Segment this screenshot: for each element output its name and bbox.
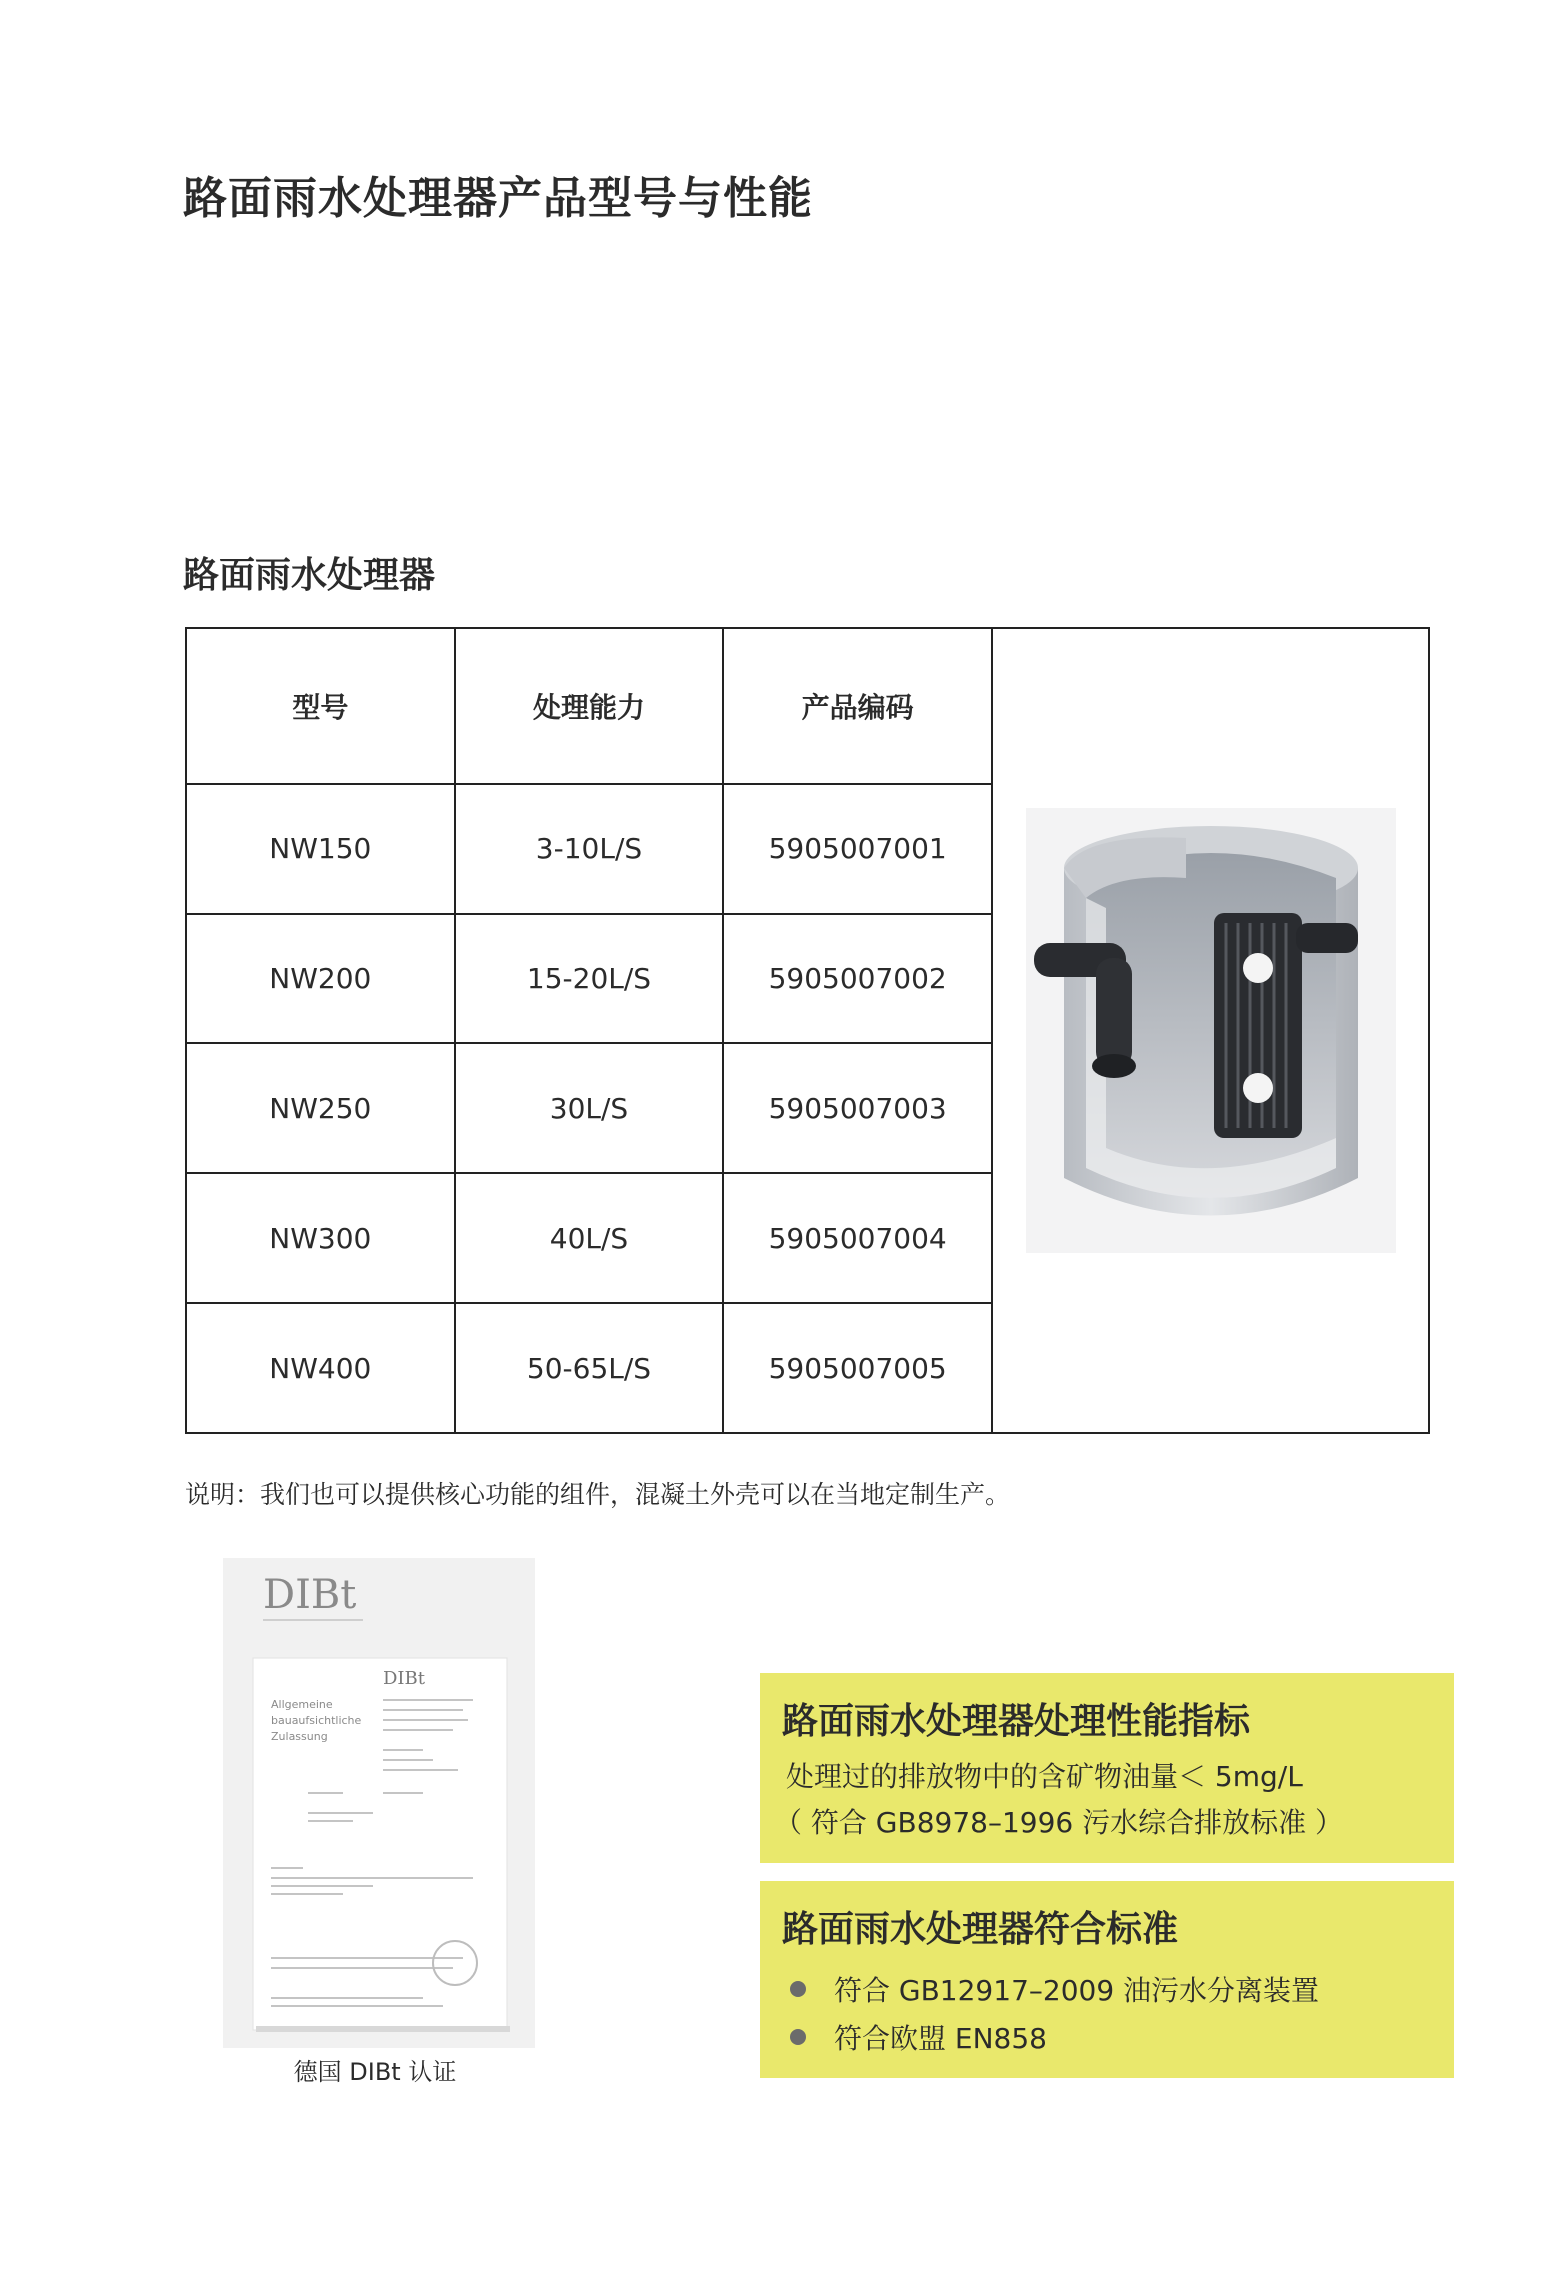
- bullet-icon: [790, 2029, 806, 2045]
- standards-title: 路面雨水处理器符合标准: [782, 1909, 1179, 1950]
- performance-line-1: 处理过的排放物中的含矿物油量＜ 5mg/L: [786, 1760, 1303, 1793]
- section-title: 路面雨水处理器: [183, 555, 436, 596]
- svg-text:DIBt: DIBt: [383, 1668, 426, 1689]
- cell-code: 5905007004: [723, 1173, 992, 1303]
- cell-capacity: 30L/S: [455, 1043, 724, 1173]
- dibt-logo: DIBt: [263, 1572, 357, 1618]
- cell-capacity: 3-10L/S: [455, 784, 724, 914]
- page-title: 路面雨水处理器产品型号与性能: [183, 173, 813, 224]
- note-text: 说明：我们也可以提供核心功能的组件，混凝土外壳可以在当地定制生产。: [185, 1480, 1011, 1509]
- performance-line-2: （ 符合 GB8978–1996 污水综合排放标准 ）: [774, 1806, 1344, 1839]
- svg-text:bauaufsichtliche: bauaufsichtliche: [271, 1714, 362, 1727]
- cell-code: 5905007003: [723, 1043, 992, 1173]
- bullet-icon: [790, 1981, 806, 1997]
- performance-title: 路面雨水处理器处理性能指标: [782, 1701, 1251, 1742]
- cell-capacity: 50-65L/S: [455, 1303, 724, 1433]
- spec-table: [185, 627, 1430, 1434]
- cell-code: 5905007005: [723, 1303, 992, 1433]
- header-model: 型号: [186, 628, 455, 784]
- cell-capacity: 40L/S: [455, 1173, 724, 1303]
- cell-code: 5905007002: [723, 914, 992, 1044]
- cell-model: NW150: [186, 784, 455, 914]
- cell-model: NW400: [186, 1303, 455, 1433]
- header-code: 产品编码: [723, 628, 992, 784]
- cell-model: NW300: [186, 1173, 455, 1303]
- cell-code: 5905007001: [723, 784, 992, 914]
- table-header-row: [186, 628, 1429, 784]
- cell-model: NW250: [186, 1043, 455, 1173]
- standards-panel: [760, 1881, 1454, 2078]
- rainwater-treatment-unit-image: [1026, 808, 1396, 1253]
- standard-item: 符合 GB12917–2009 油污水分离装置: [834, 1974, 1320, 2007]
- cell-capacity: 15-20L/S: [455, 914, 724, 1044]
- dibt-certificate-icon: [223, 1558, 535, 2048]
- standard-item: 符合欧盟 EN858: [834, 2022, 1047, 2055]
- certificate-image: [223, 1558, 535, 2048]
- product-image-cell: [992, 628, 1429, 1433]
- cell-model: NW200: [186, 914, 455, 1044]
- certificate-caption: 德国 DIBt 认证: [293, 2058, 457, 2086]
- svg-text:Allgemeine: Allgemeine: [271, 1698, 333, 1711]
- performance-panel: [760, 1673, 1454, 1863]
- svg-text:Zulassung: Zulassung: [271, 1730, 328, 1743]
- header-capacity: 处理能力: [455, 628, 724, 784]
